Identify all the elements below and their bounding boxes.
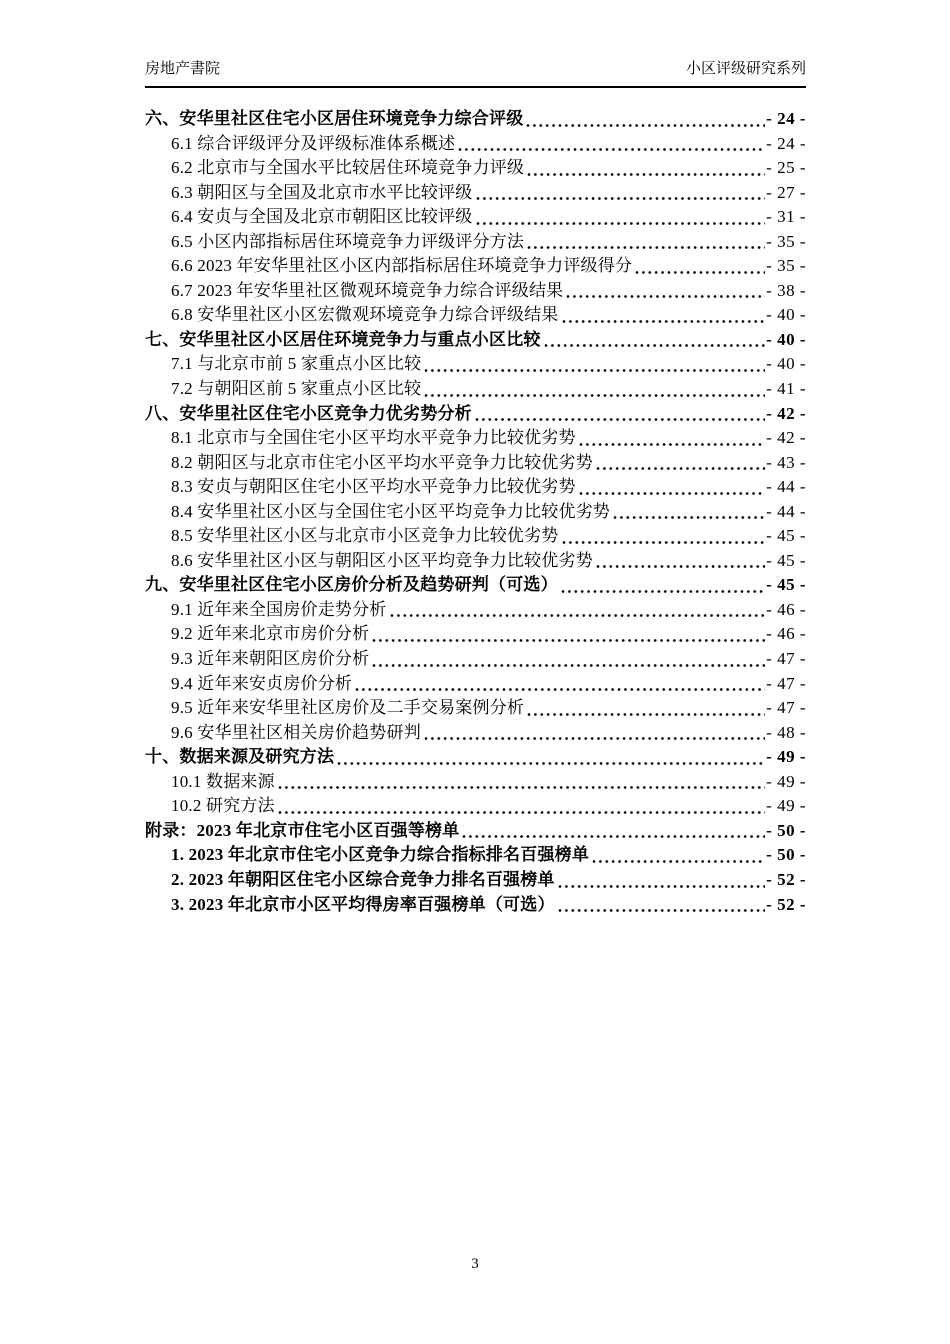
toc-entry [145,647,806,672]
toc-entry-page: - 24 - [766,133,806,153]
toc-entry-title: 3. 2023 年北京市小区平均得房率百强榜单（可选） [171,894,555,914]
page-number: 3 [471,1256,479,1272]
toc-entry-title: 6.4 安贞与全国及北京市朝阳区比较评级 [171,207,473,227]
toc-entry-page: - 45 - [766,526,806,546]
toc-list [145,107,806,917]
toc-entry-page: - 46 - [766,599,806,619]
dot-leader [475,402,765,427]
toc-entry-title: 6.2 北京市与全国水平比较居住环境竞争力评级 [171,158,525,178]
page-footer [0,1256,950,1273]
toc-entry [145,745,806,770]
toc-entry [145,770,806,795]
dot-leader [579,426,765,451]
toc-entry-title: 10.2 研究方法 [171,796,275,816]
toc-entry-title: 6.7 2023 年安华里社区微观环境竞争力综合评级结果 [171,280,564,300]
toc-entry [145,132,806,157]
toc-entry [145,426,806,451]
page-header [145,59,806,88]
header-left-text: 房地产書院 [145,61,221,77]
toc-entry-page: - 38 - [766,280,806,300]
header-right-text: 小区评级研究系列 [685,61,806,77]
dot-leader [592,843,765,868]
toc-entry-title: 8.5 安华里社区小区与北京市小区竞争力比较优劣势 [171,526,559,546]
toc-entry [145,303,806,328]
toc-entry-page: - 47 - [766,649,806,669]
toc-entry-page: - 49 - [766,771,806,791]
toc-entry-title: 六、安华里社区住宅小区居住环境竞争力综合评级 [145,109,524,128]
toc-entry-title: 9.2 近年来北京市房价分析 [171,624,370,644]
toc-entry-title: 10.1 数据来源 [171,771,275,791]
dot-leader [424,352,765,377]
toc-entry [145,377,806,402]
toc-entry-title: 8.4 安华里社区小区与全国住宅小区平均竞争力比较优劣势 [171,501,611,521]
dot-leader [462,819,765,844]
toc-entry-page: - 35 - [766,256,806,276]
dot-leader [527,156,765,181]
toc-entry-title: 7.2 与朝阳区前 5 家重点小区比较 [171,379,422,399]
dot-leader [527,696,765,721]
toc-entry-title: 8.1 北京市与全国住宅小区平均水平竞争力比较优劣势 [171,428,576,448]
toc-entry-page: - 44 - [766,501,806,521]
toc-entry-page: - 41 - [766,379,806,399]
toc-entry-title: 6.6 2023 年安华里社区小区内部指标居住环境竞争力评级得分 [171,256,633,276]
toc-entry-page: - 43 - [766,452,806,472]
dot-leader [544,328,766,353]
toc-entry-title: 十、数据来源及研究方法 [145,747,335,767]
dot-leader [424,377,765,402]
toc-entry-title: 8.3 安贞与朝阳区住宅小区平均水平竞争力比较优劣势 [171,477,576,497]
toc-entry [145,205,806,230]
toc-entry [145,573,806,598]
dot-leader [355,672,765,697]
toc-entry-page: - 40 - [766,354,806,374]
toc-entry [145,622,806,647]
toc-entry [145,107,806,132]
toc-entry-page: - 31 - [766,207,806,227]
toc-entry-title: 2. 2023 年朝阳区住宅小区综合竞争力排名百强榜单 [171,869,555,889]
toc-entry-page: - 49 - [766,747,806,767]
dot-leader [372,622,765,647]
dot-leader [372,647,765,672]
toc-entry [145,819,806,844]
toc-entry-title: 8.2 朝阳区与北京市住宅小区平均水平竞争力比较优劣势 [171,452,593,472]
toc-entry-page: - 40 - [766,305,806,325]
toc-entry-page: - 27 - [766,182,806,202]
dot-leader [558,893,766,918]
toc-entry-title: 6.3 朝阳区与全国及北京市水平比较评级 [171,182,473,202]
toc-entry-page: - 50 - [766,820,806,840]
dot-leader [635,254,765,279]
toc-entry-title: 附录：2023 年北京市住宅小区百强等榜单 [145,820,460,840]
toc-entry-title: 9.3 近年来朝阳区房价分析 [171,649,370,669]
toc-entry-page: - 42 - [766,428,806,448]
toc-entry-page: - 47 - [766,698,806,718]
dot-leader [613,500,765,525]
toc-entry-title: 9.4 近年来安贞房价分析 [171,673,353,693]
dot-leader [278,770,765,795]
dot-leader [424,721,765,746]
dot-leader [579,475,765,500]
toc-entry-page: - 44 - [766,477,806,497]
toc-entry [145,500,806,525]
dot-leader [596,451,765,476]
toc-entry-page: - 45 - [766,550,806,570]
toc-entry [145,254,806,279]
toc-entry [145,721,806,746]
toc-entry-page: - 49 - [766,796,806,816]
toc-entry-title: 九、安华里社区住宅小区房价分析及趋势研判（可选） [145,575,558,595]
toc-entry-page: - 48 - [766,722,806,742]
toc-entry [145,794,806,819]
toc-entry-page: - 24 - [766,109,806,128]
toc-entry [145,156,806,181]
toc-entry-page: - 35 - [766,231,806,251]
dot-leader [526,107,765,132]
dot-leader [278,794,765,819]
dot-leader [527,230,765,255]
toc-entry [145,524,806,549]
toc-entry-title: 7.1 与北京市前 5 家重点小区比较 [171,354,422,374]
toc-entry [145,352,806,377]
dot-leader [458,132,765,157]
toc-entry-page: - 47 - [766,673,806,693]
toc-entry [145,598,806,623]
toc-entry-page: - 25 - [766,158,806,178]
toc-entry-title: 6.1 综合评级评分及评级标准体系概述 [171,133,456,153]
toc-entry-page: - 50 - [766,845,806,865]
dot-leader [566,279,765,304]
toc-entry [145,843,806,868]
toc-entry [145,475,806,500]
toc-entry [145,328,806,353]
toc-entry [145,696,806,721]
dot-leader [562,524,766,549]
dot-leader [390,598,766,623]
toc-entry-title: 8.6 安华里社区小区与朝阳区小区平均竞争力比较优劣势 [171,550,593,570]
toc-entry [145,549,806,574]
toc-entry [145,181,806,206]
dot-leader [476,181,766,206]
dot-leader [337,745,765,770]
toc-entry [145,230,806,255]
dot-leader [476,205,766,230]
toc-entry-title: 6.8 安华里社区小区宏微观环境竞争力综合评级结果 [171,305,559,325]
toc-entry-page: - 45 - [766,575,806,595]
toc-entry [145,893,806,918]
dot-leader [596,549,765,574]
toc-entry [145,279,806,304]
toc-entry [145,672,806,697]
toc-entry-title: 9.6 安华里社区相关房价趋势研判 [171,722,421,742]
toc-entry-page: - 52 - [766,869,806,889]
toc-entry-page: - 46 - [766,624,806,644]
toc-entry [145,868,806,893]
toc-entry-page: - 52 - [766,894,806,914]
toc-entry [145,402,806,427]
toc-entry-title: 9.1 近年来全国房价走势分析 [171,599,387,619]
dot-leader [561,573,765,598]
toc-entry-title: 6.5 小区内部指标居住环境竞争力评级评分方法 [171,231,525,251]
toc-entry [145,451,806,476]
dot-leader [558,868,766,893]
toc-entry-title: 1. 2023 年北京市住宅小区竞争力综合指标排名百强榜单 [171,845,590,865]
toc-entry-title: 八、安华里社区住宅小区竞争力优劣势分析 [145,403,472,423]
toc-entry-title: 七、安华里社区小区居住环境竞争力与重点小区比较 [145,329,541,349]
toc-entry-title: 9.5 近年来安华里社区房价及二手交易案例分析 [171,698,525,718]
toc-entry-page: - 42 - [766,403,806,423]
toc-entry-page: - 40 - [766,329,806,349]
dot-leader [562,303,766,328]
